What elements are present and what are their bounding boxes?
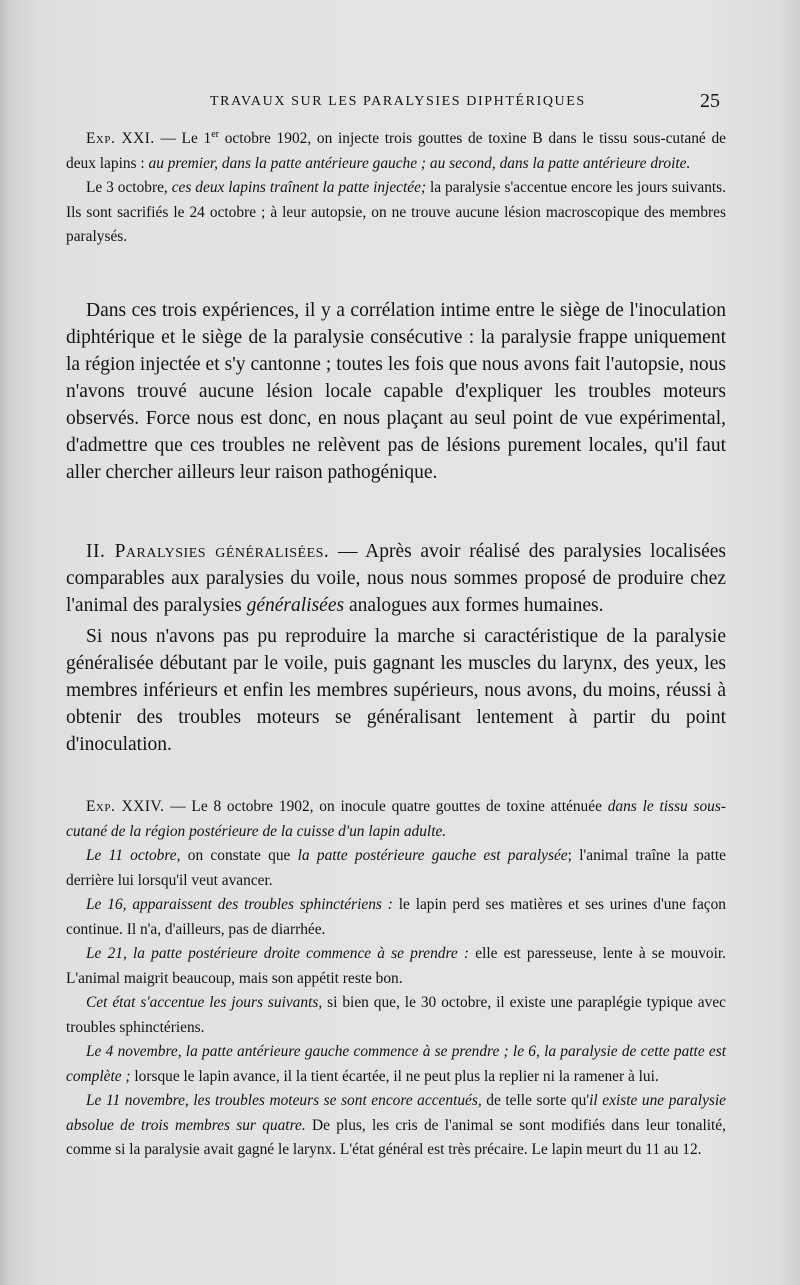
running-title: TRAVAUX SUR LES PARALYSIES DIPHTÉRIQUES xyxy=(210,94,586,109)
exp21-paragraph-1 xyxy=(66,127,726,176)
italic-run: généralisées xyxy=(246,595,345,616)
text-run: on constate que xyxy=(180,847,298,864)
superscript: er xyxy=(211,129,219,140)
text-run: de telle sorte qu' xyxy=(481,1092,590,1109)
text-run: le lapin perd ses matières et ses urines d'une façon continue. Il n'a, d'ailleurs, pas de diarrhée. xyxy=(66,896,726,938)
italic-run: au premier, dans la patte antérieure gauche ; au second, dans la patte antérieure droite. xyxy=(148,154,691,172)
italic-run: Le 11 novembre, les troubles moteurs se sont encore accentués, xyxy=(86,1092,482,1109)
italic-run: il existe une paralysie absolue de trois membres sur quatre. xyxy=(66,1092,726,1134)
text-run: Le 3 octobre, xyxy=(86,179,172,196)
section2-paragraph-2: Si nous n'avons pas pu reproduire la marche si caractéristique de la paralysie généralisée débutant par le voile, puis gagnant les muscles du larynx, des yeux, les membres inférieurs et enfin les membres supérieurs, nous avons, du moins, réussi à obtenir des troubles moteurs se généralisant lentement à partir du point d'inoculation. xyxy=(66,626,726,755)
exp24-paragraph-2 xyxy=(66,844,726,893)
text-run: elle est paresseuse, lente à se mouvoir. L'animal maigrit beaucoup, mais son appétit reste bon. xyxy=(66,945,726,987)
section-heading: II. Paralysies généralisées. xyxy=(86,541,330,562)
discussion-paragraph xyxy=(66,297,726,486)
italic-run: dans le tissu sous-cutané de la région postérieure de la cuisse d'un lapin adulte. xyxy=(66,798,726,840)
exp21-label: Exp. XXI. xyxy=(86,130,155,147)
text-run: ; l'animal traîne la patte derrière lui lorsqu'il veut avancer. xyxy=(66,847,727,889)
exp24-paragraph-3 xyxy=(66,893,726,942)
page-number: 25 xyxy=(700,90,720,112)
italic-run: ces deux lapins traînent la patte injectée; xyxy=(171,179,427,196)
experiment-24 xyxy=(66,795,726,1163)
exp24-label: Exp. XXIV. xyxy=(86,798,165,815)
text-run: analogues aux formes humaines. xyxy=(344,595,604,616)
italic-run: Cet état s'accentue les jours suivants, xyxy=(86,994,323,1011)
body-text: Dans ces trois expériences, il y a corrélation intime entre le siège de l'inoculation diphtérique et le siège de la paralysie consécutive : la paralysie frappe uniquement la région injectée et s'y cantonne ; toutes les fois que nous avons fait l'autopsie, nous n'avons trouvé aucune lésion locale capable d'expliquer les troubles moteurs observés. Force nous est donc, en nous plaçant au seul point de vue expérimental, d'admettre que ces troubles ne relèvent pas de lésions purement locales, qu'il faut aller chercher ailleurs leur raison pathogénique. xyxy=(66,300,726,483)
text-run: la paralysie s'accentue encore les jours suivants. Ils sont sacrifiés le 24 octobre ; à leur autopsie, on ne trouve aucune lésion macroscopique des membres paralysés. xyxy=(66,179,727,245)
exp24-paragraph-7 xyxy=(66,1089,726,1163)
exp24-paragraph-1 xyxy=(66,795,726,844)
text-run: octobre 1902, on injecte trois gouttes de toxine B dans le tissu sous-cutané de deux lapins : xyxy=(66,130,726,172)
text-run: De plus, les cris de l'animal se sont modifiés dans leur tonalité, comme si la paralysie avait gagné le larynx. L'état général est très précaire. Le lapin meurt du 11 au 12. xyxy=(66,1116,726,1158)
text-run: si bien que, le 30 octobre, il existe une paraplégie typique avec troubles sphinctériens. xyxy=(66,994,726,1036)
exp21-paragraph-2 xyxy=(66,176,726,250)
text-run: lorsque le lapin avance, il la tient écartée, il ne peut plus la replier ni la ramener à lui. xyxy=(130,1067,659,1085)
exp24-paragraph-4 xyxy=(66,942,726,991)
italic-run: la patte postérieure gauche est paralysée xyxy=(297,847,568,864)
italic-run: Le 4 novembre, la patte antérieure gauche commence à se prendre ; le 6, la paralysie de cette patte est complète ; xyxy=(66,1043,726,1085)
section-2 xyxy=(66,538,726,758)
italic-run: Le 11 octobre, xyxy=(86,847,181,864)
experiment-21 xyxy=(66,127,726,250)
section2-paragraph-1 xyxy=(66,538,726,619)
text-run: — Le 8 octobre 1902, on inocule quatre gouttes de toxine atténuée xyxy=(164,798,608,815)
exp24-paragraph-6 xyxy=(66,1040,726,1089)
text-run: — Après avoir réalisé des paralysies localisées comparables aux paralysies du voile, nous nous sommes proposé de produire chez l'animal des paralysies xyxy=(66,541,726,616)
italic-run: Le 21, la patte postérieure droite commence à se prendre : xyxy=(86,945,470,962)
text-run: — Le 1 xyxy=(154,130,212,147)
italic-run: Le 16, apparaissent des troubles sphinctériens : xyxy=(86,896,393,913)
page-header xyxy=(0,88,800,118)
exp24-paragraph-5 xyxy=(66,991,726,1040)
